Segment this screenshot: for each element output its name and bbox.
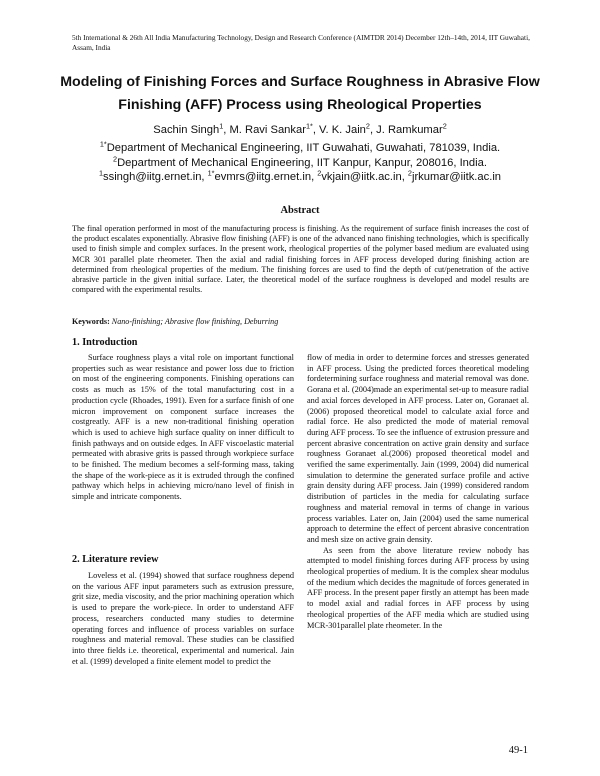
affiliations [40,141,560,185]
author-mark: 1 [219,121,224,131]
literature-heading: 2. Literature review [72,554,159,565]
affiliation-mark: 1* [99,139,107,149]
affiliation-mark: 2 [113,153,118,163]
literature-body-left [72,571,294,667]
keywords [72,317,529,327]
affiliation-text: Department of Mechanical Engineering, IIT Guwahati, Guwahati, 781039, India. [106,142,501,154]
email-line: $^1$ssingh@iitg.ernet.in, $^{1*}$evmrs@iitg.ernet.in, $^2$vkjain@iitk.ac.in, $^2$jrkumar@iitk.ac.in [98,168,502,183]
intro-body [72,353,294,503]
literature-paragraph: Loveless et al. (1994) showed that surface roughness depend on the various AFF input parameters such as extrusion pressure, grit size, media viscosity, and the prior machining operation which is used to prepare the work-piece. In order to understand AFF process, researchers conducted many studies to determine operating forces and influence of process variables on surface roughness and material removal. These studies can be classified into three fields i.e. theoretical, experimental and numerical. Jain et al. (1999) developed a finite element model to predict the [72,571,294,666]
keywords-text: Nano-finishing; Abrasive flow finishing, Deburring [111,317,279,326]
email-link[interactable]: ssingh@iitg.ernet.in [103,171,202,183]
author-name: V. K. Jain [319,124,366,136]
abstract-text: The final operation performed in most of the manufacturing process is finishing. As the requirement of surface finish increases the cost of the product escalates exponentially. Abrasive flow finishing (AFF) is one of the advanced nano finishing technologies, which is specifically used to finish simple and complex surfaces. In the present work, rheological properties of the polymer based medium are evaluated using MCR 301 parallel plate rheometer. Then the axial and radial finishing forces in AFF process developed during finishing action are determined from rheological properties of the medium. The finishing forces are used to find the depth of cut/penetration of the active abrasive particle in the given initial surface. Later, the theoretical model of the surface roughness is developed and model results are compared with the experimental results. [72,224,529,295]
literature-paragraph-2: As seen from the above literature review nobody has attempted to model finishing forces during AFF process by using rheological properties of medium. It is the complex shear modulus of the medium which decides the magnitude of forces generated in AFF process. In the present paper firstly an attempt has been made to model axial and radial forces in AFF process by using rheological properties of the AFF media which are studied using MCR-301parallel plate rheometer. In the [307,545,529,630]
email-mark: 1 [98,168,103,178]
conference-header: 5th International & 26th All India Manufacturing Technology, Design and Research Conference (AIMTDR 2014) December 12th–14th, 2014, IIT Guwahati, Assam, India [72,33,530,52]
author-list: Sachin Singh$^1$, M. Ravi Sankar$^{1*}$, V. K. Jain$^2$, J. Ramkumar$^2$ [153,121,447,136]
intro-heading: 1. Introduction [72,337,138,348]
author-mark: 2 [365,121,370,131]
email-link[interactable]: vkjain@iitk.ac.in [321,171,402,183]
author-name: M. Ravi Sankar [229,124,306,136]
author-mark: 2 [442,121,447,131]
author-name: J. Ramkumar [376,124,443,136]
email-mark: 2 [317,168,322,178]
keywords-label: Keywords: [72,317,110,326]
paper-title: Modeling of Finishing Forces and Surface Roughness in Abrasive Flow Finishing (AFF) Process using Rheological Properties [60,74,540,113]
intro-paragraph: Surface roughness plays a vital role on important functional properties such as wear resistance and power loss due to friction on most of the engineering components. Finishing operations can costs as much as 15% of the total manufacturing cost in a production cycle (Rhoades, 1991). Even for a surface finish of one micron improvement on component surface increases the costgreatly. AFF is a new non-traditional finishing operation which is used to achieve high surface quality on inner difficult to finish pathways and on outside edges. In AFF viscoelastic material permeated with abrasive grits is passed through workpiece surface to be finished. The medium becomes a self-forming mass, taking the shape of the work-piece as it is extruded through the confined pathway which helps in achieving micro/nano level of finish in simple and intricate components. [72,353,294,502]
page-number: 49-1 [508,745,528,756]
email-link[interactable]: evmrs@iitg.ernet.in [214,171,312,183]
author-mark: 1* [305,121,313,131]
affiliation-line [40,153,560,171]
affiliation-text: Department of Mechanical Engineering, IIT Kanpur, Kanpur, 208016, India. [117,156,487,169]
author-name: Sachin Singh [153,124,220,136]
abstract-heading: Abstract [280,205,320,216]
email-mark: 2 [407,168,412,178]
affiliation-line [40,141,560,156]
right-column [307,353,529,631]
literature-paragraph-cont: flow of media in order to determine forces and stresses generated in AFF process. Using the predicted forces theoretical modeling fordetermining surface roughness and material removal was done. Gorana et al. (2004)made an experimental set-up to measure radial and axial forces developed in AFF process. Later on, Goranaet al.(2006) proposed theoretical model to calculate axial force and radial force. He also predicted the mode of material removal during AFF process. To see the influence of extrusion pressure and percent abrasive concentration on active grain density and surface roughness Goranaet al.(2006) proposed theoretical model and verified the same experimentally. Jain (1999, 2004) did numerical simulation to determine the generated surface profile and active grain density during AFF process. Jain (1999) considered random distribution of particles in the media for calculating surface roughness and material removal in terms of change in various process variables. Later on, Jain (2004) used the same numerical approach to determine the effect of percent abrasive concentration and mesh size on active grain density. [307,353,529,544]
email-link[interactable]: jrkumar@iitk.ac.in [411,171,502,183]
email-mark: 1* [207,168,215,178]
